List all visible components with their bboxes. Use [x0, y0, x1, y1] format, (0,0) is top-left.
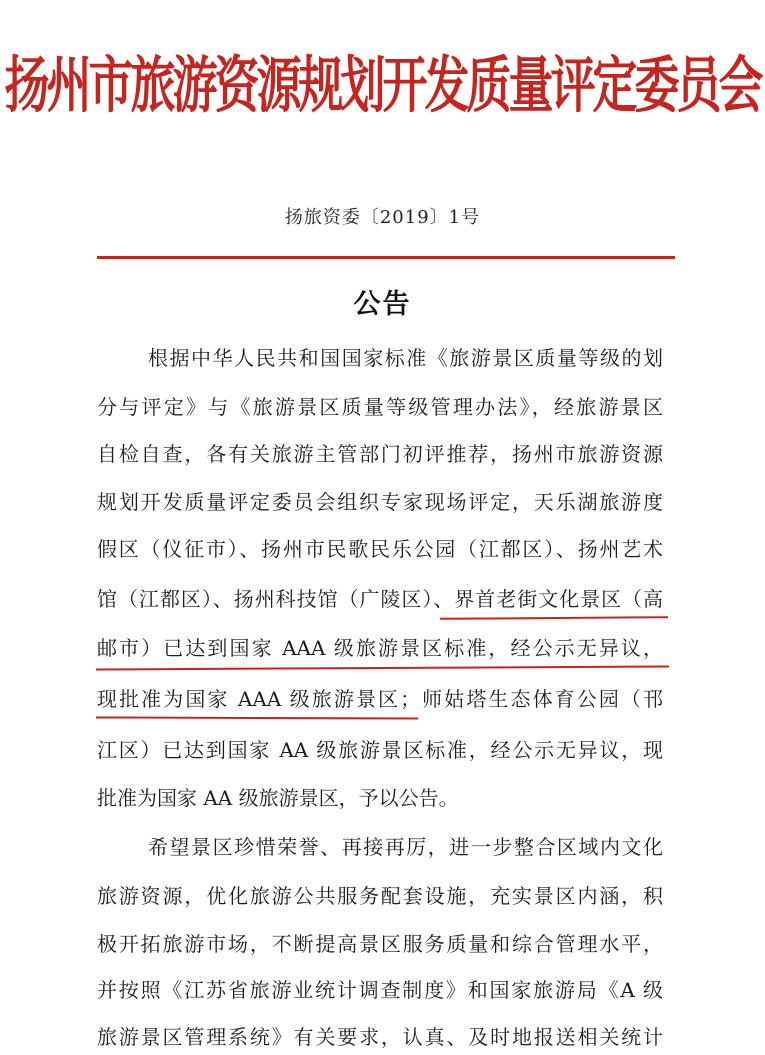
body-line: 希望景区珍惜荣誉、再接再厉，进一步整合区域内文化: [148, 835, 663, 859]
body-line: 假区（仪征市）、扬州市民歌民乐公园（江都区）、扬州艺术: [97, 537, 663, 561]
body-line: 旅游资源，优化旅游公共服务配套设施，充实景区内涵，积: [97, 884, 663, 908]
highlight-underline: [440, 616, 668, 620]
highlight-underline: [96, 665, 669, 670]
red-header-rule: [97, 256, 675, 259]
body-line: 馆（江都区）、扬州科技馆（广陵区）、界首老街文化景区（高: [97, 587, 663, 611]
body-line: 批准为国家 AA 级旅游景区，予以公告。: [97, 786, 459, 810]
body-line: 并按照《江苏省旅游业统计调查制度》和国家旅游局《A 级: [97, 978, 663, 1002]
body-line: 分与评定》与《旅游景区质量等级管理办法》，经旅游景区: [97, 395, 663, 419]
body-line: 根据中华人民共和国国家标准《旅游景区质量等级的划: [148, 346, 663, 370]
notice-title: 公告: [353, 289, 412, 320]
body-line: 旅游景区管理系统》有关要求，认真、及时地报送相关统计: [97, 1025, 663, 1049]
body-line: 自检自查，各有关旅游主管部门初评推荐，扬州市旅游资源: [97, 442, 663, 466]
issuer-masthead: 扬州市旅游资源规划开发质量评定委员会: [4, 49, 761, 122]
body-line: 极开拓旅游市场，不断提高景区服务质量和综合管理水平，: [97, 932, 663, 956]
body-line: 现批准为国家 AAA 级旅游景区；师姑塔生态体育公园（邗: [97, 687, 663, 711]
body-line: 邮市）已达到国家 AAA 级旅游景区标准，经公示无异议，: [97, 636, 663, 660]
highlight-underline: [96, 716, 418, 719]
body-line: 江区）已达到国家 AA 级旅游景区标准，经公示无异议，现: [97, 738, 663, 762]
document-number: 扬旅资委〔2019〕1号: [284, 207, 481, 228]
body-line: 规划开发质量评定委员会组织专家现场评定，天乐湖旅游度: [97, 490, 663, 514]
